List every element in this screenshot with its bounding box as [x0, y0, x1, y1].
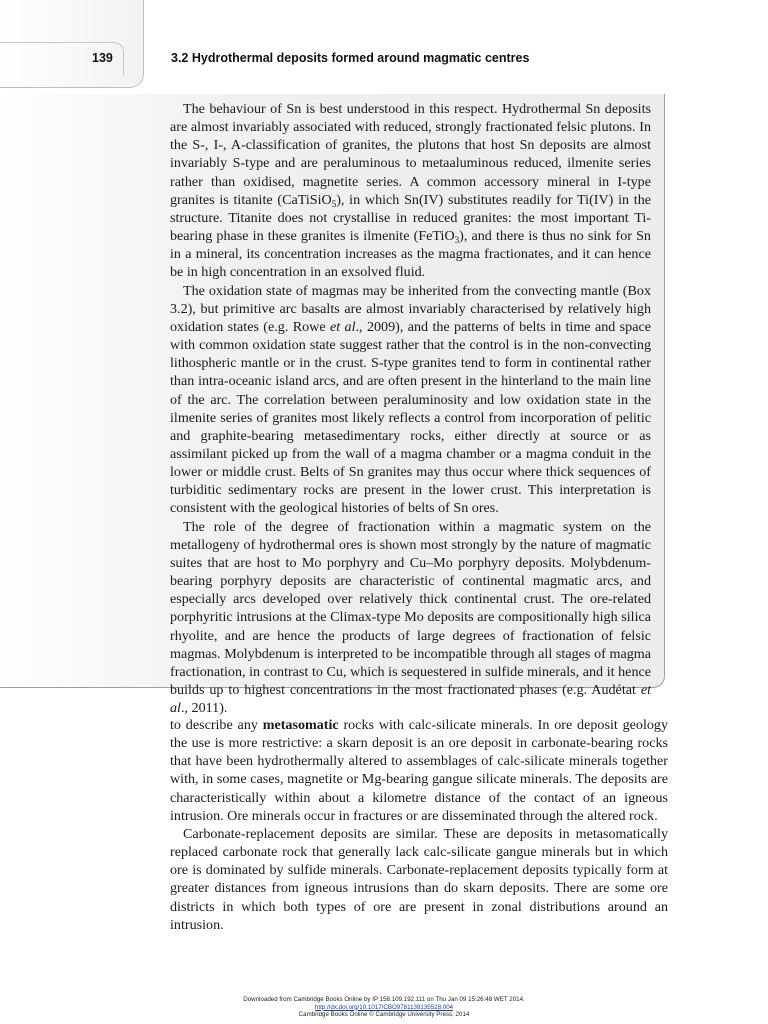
box-content — [170, 100, 651, 717]
box-paragraph: The behaviour of Sn is best understood in this respect. Hydrothermal Sn deposits are almost invariably associated with reduced, strongly fractionated felsic plutons. In the S-, I-, A-classification of granites, the plutons that host Sn deposits are almost invariably S-type and are peraluminous to metaaluminous reduced, ilmenite series rather than oxidised, magnetite series. A common accessory mineral in I-type granites is titanite (CaTiSiO$_5$), in which Sn(IV) substitutes readily for Ti(IV) in the structure. Titanite does not crystallise in reduced granites: the most important Ti-bearing phase in these granites is ilmenite (FeTiO$_3$), and there is thus no sink for Sn in a mineral, its concentration increases as the magma fractionates, and it can hence be in high concentration in an exsolved fluid. — [170, 101, 651, 281]
page-number: 139 — [92, 51, 113, 65]
footer-doi-link[interactable]: http://dx.doi.org/10.1017/CBO9781139135528.004 — [314, 1003, 454, 1011]
footer-download-info: Downloaded from Cambridge Books Online by IP 158.109.192.111 on Thu Jan 09 15:26:48 WET 2014. — [243, 996, 525, 1003]
footer-copyright: Cambridge Books Online © Cambridge University Press, 2014 — [298, 1011, 470, 1019]
box-paragraph: The role of the degree of fractionation within a magmatic system on the metallogeny of hydrothermal ores is shown most strongly by the nature of magmatic suites that are host to Mo porphyry and Cu–Mo porphyry deposits. Molybdenum-bearing porphyry deposits are characteristic of continental magmatic arcs, and especially arcs developed over relatively thick continental crust. The ore-related porphyritic intrusions at the Climax-type Mo deposits are compositionally high silica rhyolite, and are hence the products of large degrees of fractionation of felsic magmas. Molybdenum is interpreted to be incompatible through all stages of magma fractionation, in contrast to Cu, which is sequestered in sulfide minerals, and it hence builds up to highest concentrations in the most fractionated phases (e.g. Audétat et al., 2011). — [170, 518, 651, 717]
body-paragraph: Carbonate-replacement deposits are similar. These are deposits in metasomatically replaced carbonate rock that generally lack calc-silicate gangue minerals but in which ore is dominated by sulfide minerals. Carbonate-replacement deposits typically form at greater distances from igneous intrusions than do skarn deposits. There are some ore districts in which both types of ore are present in zonal distributions around an intrusion. — [170, 825, 668, 933]
page-number-tab — [0, 0, 144, 88]
box-paragraph: The oxidation state of magmas may be inherited from the convecting mantle (Box 3.2), but primitive arc basalts are almost invariably characterised by relatively high oxidation states (e.g. Rowe et al., 2009), and the patterns of belts in time and space with common oxidation state suggest rather that the control is in the non-convecting lithospheric mantle or in the crust. S-type granites tend to form in continental rather than intra-oceanic island arcs, and are often present in the hinterland to the main line of the arc. The correlation between peraluminosity and low oxidation state in the ilmenite series of granites most likely reflects a control from incorporation of pelitic and graphite-bearing metasedimentary rocks, either directly at source or as assimilant picked up from the wall of a magma chamber or a magma conduit in the lower or middle crust. Belts of Sn granites may thus occur where thick sequences of turbiditic sedimentary rocks are present in the lower crust. This interpretation is consistent with the geological histories of belts of Sn ores. — [170, 282, 651, 517]
body-paragraph: to describe any metasomatic rocks with calc-silicate minerals. In ore deposit geology the use is more restrictive: a skarn deposit is an ore deposit in carbonate-bearing rocks that have been hydrothermally altered to assemblages of calc-silicate minerals together with, in some cases, magnetite or Mg-bearing gangue silicate minerals. The deposits are characteristically within about a kilometre distance of the contact of an igneous intrusion. Ore minerals occur in fractures or are disseminated through the altered rock. — [170, 717, 668, 824]
running-head: 3.2 Hydrothermal deposits formed around magmatic centres — [171, 51, 530, 65]
download-footer — [0, 996, 768, 1019]
main-body-text — [170, 716, 668, 934]
